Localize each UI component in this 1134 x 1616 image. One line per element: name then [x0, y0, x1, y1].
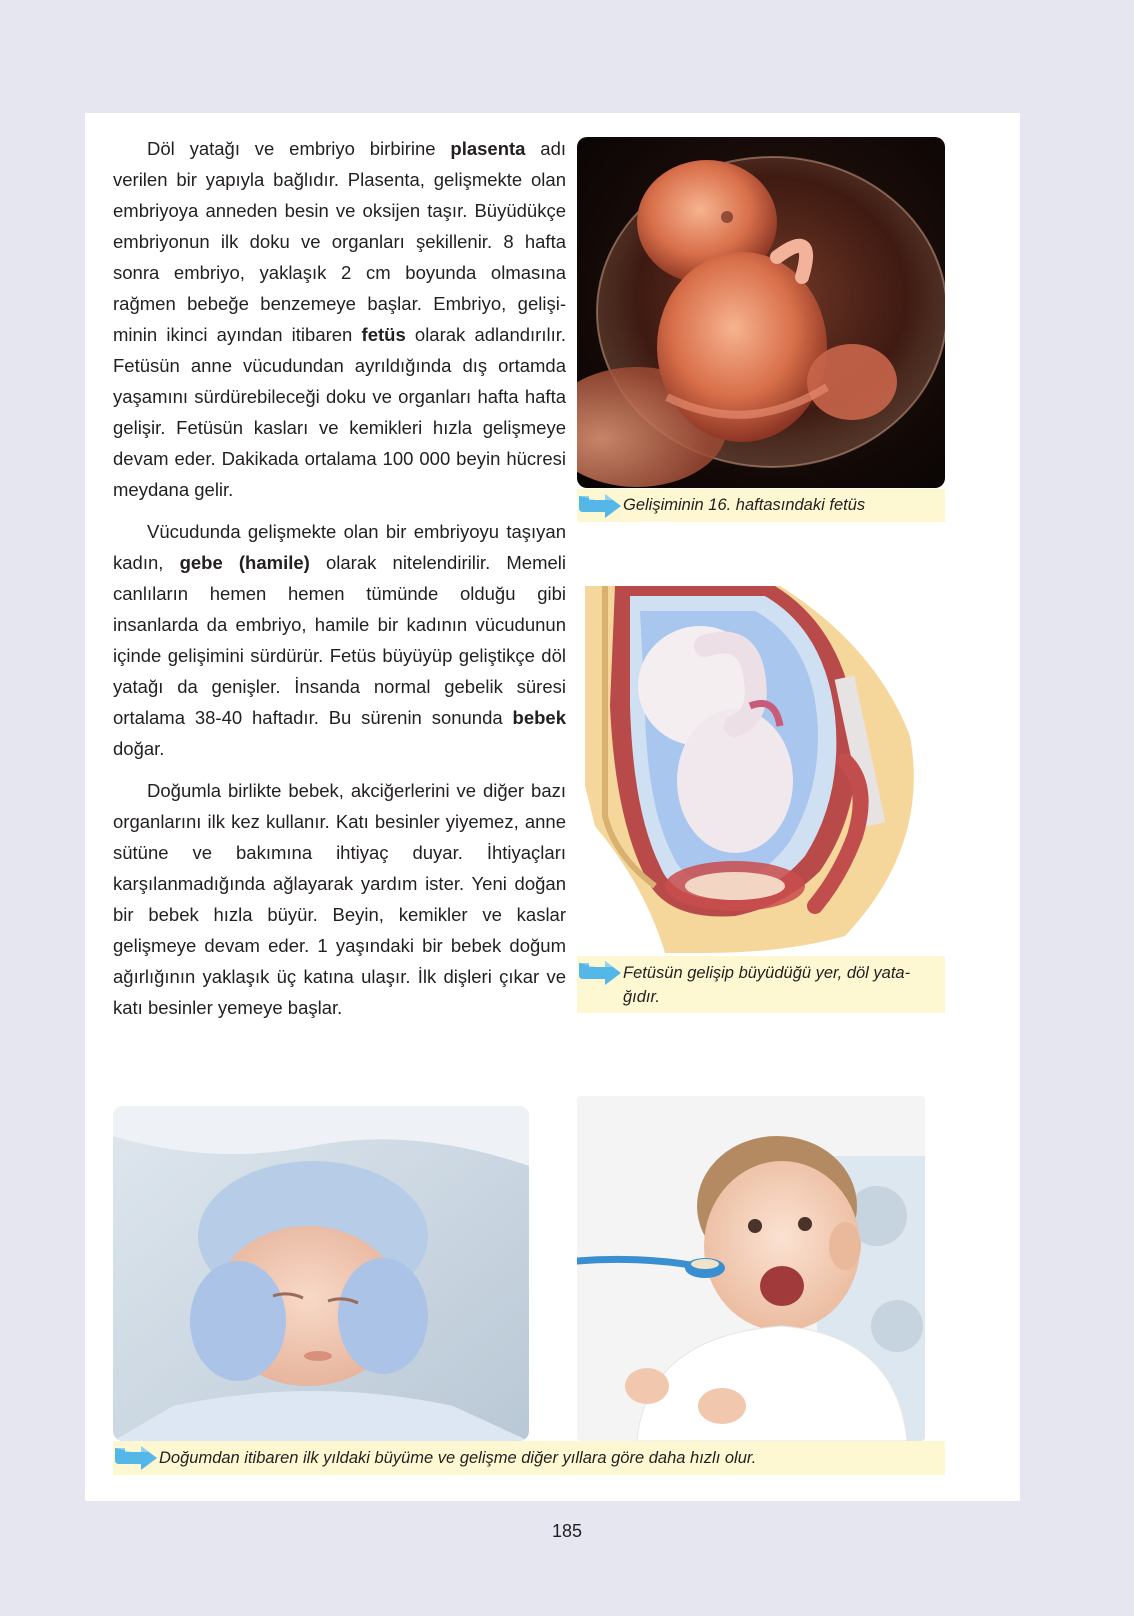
bold-term: fetüs — [361, 324, 406, 345]
uterus-diagram-caption — [577, 956, 945, 1013]
bold-term: gebe (hamile) — [179, 552, 310, 573]
baby-photos-caption — [113, 1441, 945, 1475]
paragraph-newborn — [113, 775, 566, 1023]
caption-text: Fetüsün gelişip büyüdüğü yer, döl yatağıdır. — [623, 964, 911, 1006]
text-run: Döl yatağı ve embriyo birbirine — [147, 138, 451, 159]
uterus-diagram — [585, 586, 920, 953]
arrow-right-icon — [113, 1444, 159, 1472]
bold-term: bebek — [512, 707, 566, 728]
paragraph-pregnancy — [113, 516, 566, 764]
text-run: doğar. — [113, 738, 165, 759]
fetus-photo — [577, 137, 945, 488]
text-run: Vücudunda gelişmekte olan bir embriyoyu taşıyan kadın, — [113, 521, 566, 573]
caption-text: Doğumdan itibaren ilk yıldaki büyüme ve gelişme diğer yıllara göre daha hızlı olur. — [159, 1449, 757, 1467]
caption-text: Gelişiminin 16. haftasındaki fetüs — [623, 496, 866, 514]
body-text — [113, 133, 566, 1034]
baby-eating-photo — [577, 1096, 925, 1441]
text-run: adı verilen bir yapıyla bağlıdır. Plasenta, gelişmekte olan embriyoya anneden besin ve oksijen taşır. Büyüdükçe embriyonun ilk doku ve organları şekillenir. 8 hafta sonra embriyo, yaklaşık 2 cm boyunda olmasına rağmen bebeğe benzemeye başlar. Embriyo, gelişiminin ikinci ayından itibaren — [113, 138, 567, 345]
newborn-photo — [113, 1106, 529, 1441]
page-number: 185 — [551, 1521, 583, 1541]
text-run: olarak adlandırılır. Fetüsün anne vücudundan ayrıldığında dış ortamda yaşamını sürdürebileceği doku ve organları hafta hafta gelişir. Fetüsün kasları ve kemikleri hızla gelişmeye devam eder. Dakikada ortalama 100 000 beyin hücresi meydana gelir. — [113, 324, 566, 500]
arrow-right-icon — [577, 492, 623, 520]
text-run: Doğumla birlikte bebek, akciğerlerini ve diğer bazı organlarını ilk kez kullanır. Katı besinler yiyemez, anne sütüne ve bakımına ihtiyaç duyar. İhtiyaçları karşılanmadığında ağlayarak yardım ister. Yeni doğan bir bebek hızla büyür. Beyin, kemikler ve kaslar gelişmeye devam eder. 1 yaşındaki bir bebek doğum ağırlığının yaklaşık üç katına ulaşır. İlk dişleri çıkar ve katı besinler yemeye başlar. — [113, 780, 566, 1018]
bold-term: plasenta — [450, 138, 526, 159]
arrow-right-icon — [577, 959, 623, 987]
fetus-photo-caption — [577, 489, 945, 522]
textbook-page — [85, 113, 1020, 1501]
text-run: olarak nitelendirilir. Memeli canlıların hemen hemen tümünde olduğu gibi insanlarda da embriyo, hamile bir kadının vücudunun içinde gelişimini sürdürür. Fetüs büyüyüp geliştikçe döl yatağı da genişler. İnsanda normal gebelik süresi ortalama 38-40 haftadır. Bu sürenin sonunda — [113, 552, 566, 728]
paragraph-placenta — [113, 133, 566, 505]
